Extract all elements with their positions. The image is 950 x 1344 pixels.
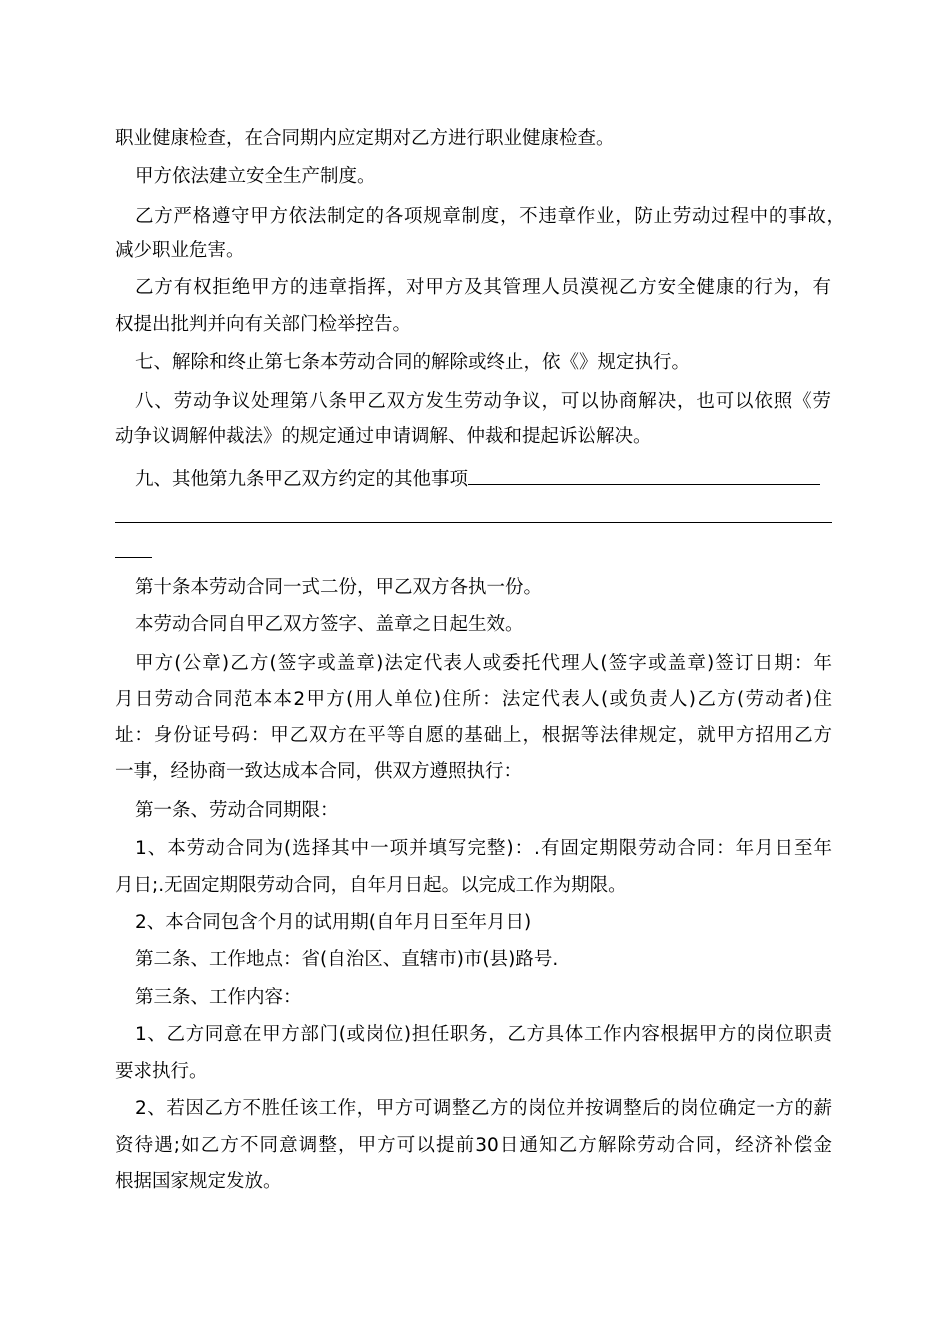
text-line: 1、乙方同意在甲方部门(或岗位)担任职务，乙方具体工作内容根据甲方的岗位职责 (135, 1024, 832, 1045)
text-line (115, 503, 845, 530)
text-line: 甲方依法建立安全生产制度。 (135, 166, 376, 187)
text-line: 第三条、工作内容： (135, 987, 302, 1008)
text-line: 2、若因乙方不胜任该工作，甲方可调整乙方的岗位并按调整后的岗位确定一方的薪 (135, 1098, 832, 1119)
text-line: 减少职业危害。 (115, 240, 245, 261)
text-line: 第一条、劳动合同期限： (135, 800, 339, 821)
text-line: 八、劳动争议处理第八条甲乙双方发生劳动争议，可以协商解决，也可以依照《劳 (135, 391, 831, 412)
text-line: 七、解除和终止第七条本劳动合同的解除或终止，依《》规定执行。 (135, 352, 691, 373)
text-line: 权提出批判并向有关部门检举控告。 (115, 314, 412, 335)
text-line: 月日劳动合同范本本2甲方(用人单位)住所：法定代表人(或负责人)乙方(劳动者)住 (115, 689, 832, 710)
text-line: 职业健康检查，在合同期内应定期对乙方进行职业健康检查。 (115, 128, 615, 149)
text-line (115, 538, 845, 565)
text-line: 根据国家规定发放。 (115, 1171, 282, 1192)
text-line: 2、本合同包含个月的试用期(自年月日至年月日) (135, 912, 532, 933)
fill-in-blank (115, 538, 152, 558)
text-line: 第十条本劳动合同一式二份，甲乙双方各执一份。 (135, 577, 543, 598)
text-line: 资待遇;如乙方不同意调整，甲方可以提前30日通知乙方解除劳动合同，经济补偿金 (115, 1135, 832, 1156)
text-line: 一事，经协商一致达成本合同，供双方遵照执行： (115, 761, 523, 782)
text-line (135, 465, 835, 492)
text-line: 乙方有权拒绝甲方的违章指挥，对甲方及其管理人员漠视乙方安全健康的行为，有 (135, 277, 831, 298)
text-line: 址：身份证号码：甲乙双方在平等自愿的基础上，根据等法律规定，就甲方招用乙方 (115, 725, 832, 746)
text-line: 乙方严格遵守甲方依法制定的各项规章制度，不违章作业，防止劳动过程中的事故， (135, 206, 845, 227)
text-line: 第二条、工作地点：省(自治区、直辖市)市(县)路号. (135, 949, 559, 970)
text-line: 动争议调解仲裁法》的规定通过申请调解、仲裁和提起诉讼解决。 (115, 426, 652, 447)
fill-in-blank (115, 503, 832, 523)
text-span: 九、其他第九条甲乙双方约定的其他事项 (135, 469, 469, 490)
text-line: 甲方(公章)乙方(签字或盖章)法定代表人或委托代理人(签字或盖章)签订日期：年 (135, 653, 832, 674)
fill-in-blank (468, 465, 820, 485)
text-line: 1、本劳动合同为(选择其中一项并填写完整)：.有固定期限劳动合同：年月日至年 (135, 838, 832, 859)
text-line: 要求执行。 (115, 1061, 208, 1082)
text-line: 月日;.无固定期限劳动合同，自年月日起。以完成工作为期限。 (115, 875, 627, 896)
text-line: 本劳动合同自甲乙双方签字、盖章之日起生效。 (135, 614, 524, 635)
